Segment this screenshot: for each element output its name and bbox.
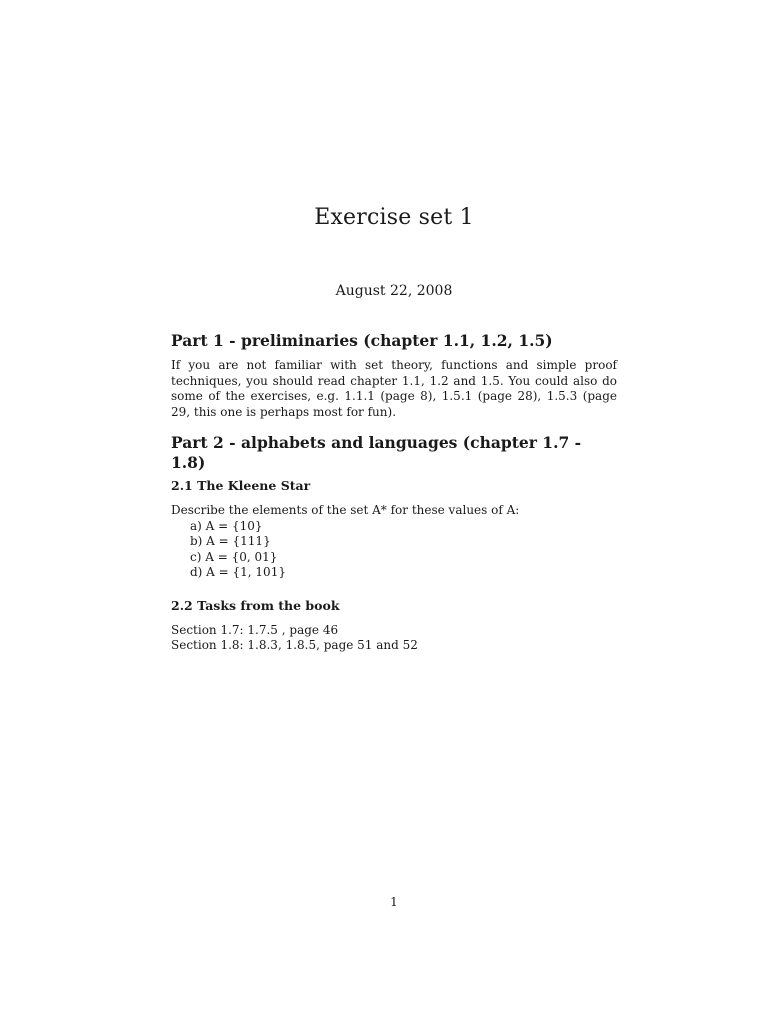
part2-section — [171, 433, 617, 654]
part1-section — [171, 331, 617, 420]
part2-heading: Part 2 - alphabets and languages (chapter 1.7 - 1.8) — [171, 433, 582, 472]
kleene-star-intro: Describe the elements of the set A* for these values of A: — [171, 503, 520, 517]
tasks-line-section-1-7: Section 1.7: 1.7.5 , page 46 — [171, 622, 339, 637]
tasks-heading: 2.2 Tasks from the book — [171, 597, 340, 613]
tasks-line-section-1-8: Section 1.8: 1.8.3, 1.8.5, page 51 and 52 — [171, 638, 418, 652]
kleene-star-heading: 2.1 The Kleene Star — [171, 478, 311, 493]
kleene-item-c: c) A = {0, 01} — [190, 549, 278, 564]
kleene-item-b: b) A = {111} — [190, 534, 271, 548]
part1-paragraph: If you are not familiar with set theory, functions and simple proof techniques, you should read chapter 1.1, 1.2 and 1.5. You could also do some of the exercises, e.g. 1.1.1 (page 8), 1.5.1 (page 28), 1.5.3 (page 29, this one is perhaps most for fun). — [171, 358, 617, 419]
kleene-item-a: a) A = {10} — [190, 518, 263, 533]
document-date: August 22, 2008 — [335, 283, 453, 299]
document-title: Exercise set 1 — [314, 205, 474, 230]
kleene-item-d: d) A = {1, 101} — [190, 565, 286, 579]
document-body — [171, 331, 617, 654]
page-number: 1 — [390, 895, 398, 909]
part1-heading: Part 1 - preliminaries (chapter 1.1, 1.2, 1.5) — [171, 331, 553, 350]
